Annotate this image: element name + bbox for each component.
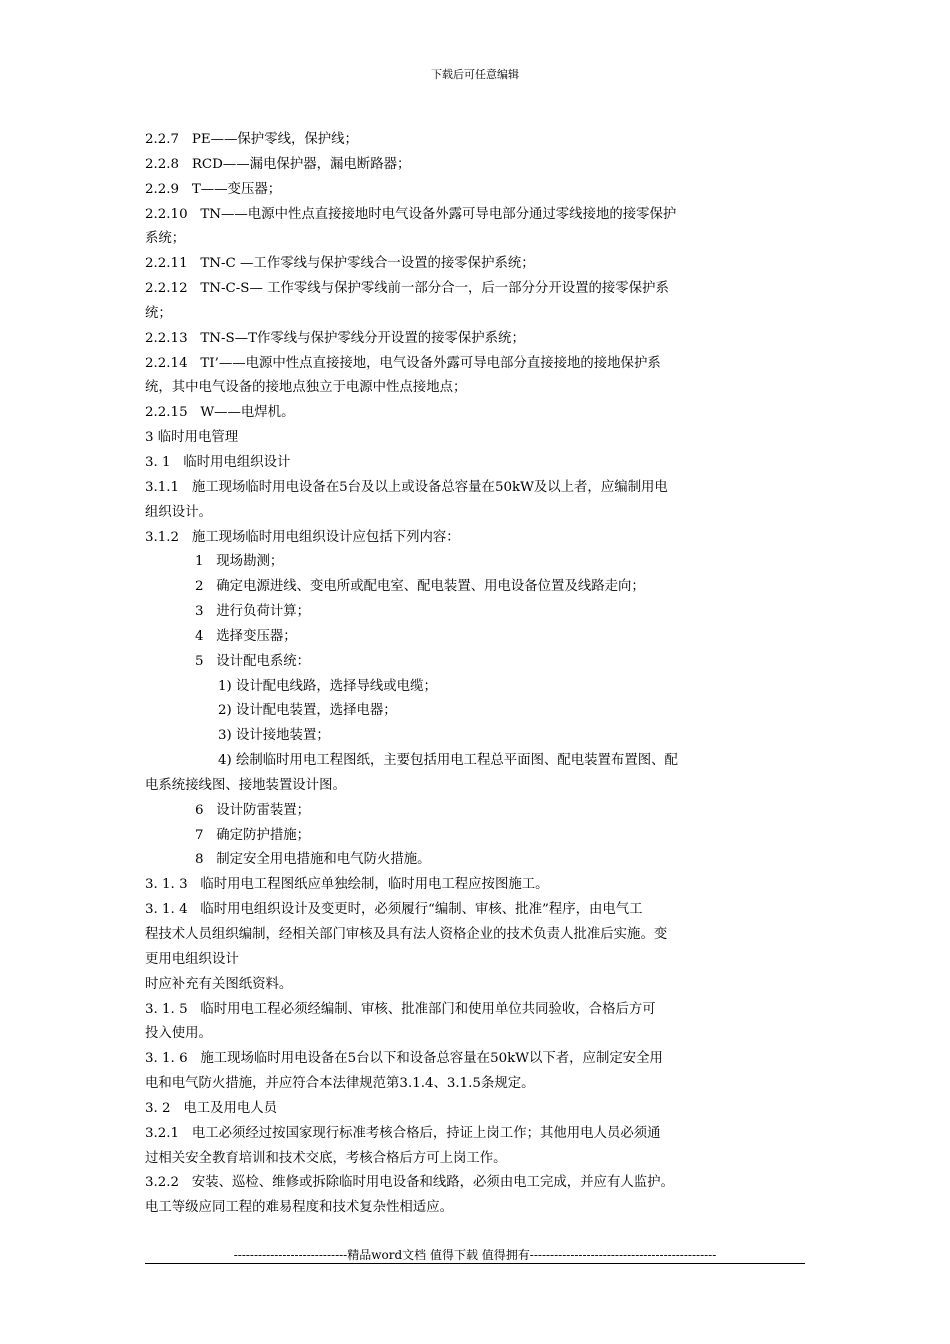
text-line: 3. 1. 4 临时用电组织设计及变更时，必须履行“编制、审核、批准”程序，由电气工 bbox=[145, 902, 643, 918]
subsection-heading: 3. 2 电工及用电人员 bbox=[145, 1100, 278, 1116]
text-line: 更用电组织设计 bbox=[145, 951, 239, 967]
page-footer: ----------------------------精品word文档 值得下载 值得拥有---------------------------------------------- bbox=[233, 1248, 717, 1262]
list-item: 8 制定安全用电措施和电气防火措施。 bbox=[195, 852, 431, 868]
text-line: 3. 1. 5 临时用电工程必须经编制、审核、批准部门和使用单位共同验收，合格后方可 bbox=[145, 1001, 656, 1017]
sub-list-item: 3) 设计接地装置； bbox=[218, 728, 330, 744]
text-line: 3. 1. 3 临时用电工程图纸应单独绘制，临时用电工程应按图施工。 bbox=[145, 877, 549, 893]
text-line: 2.2.12 TN-C-S— 工作零线与保护零线前一部分合一，后一部分分开设置的接零保护系 bbox=[145, 281, 669, 297]
document-body bbox=[145, 128, 810, 1221]
list-item: 1 现场勘测； bbox=[195, 554, 284, 570]
page-header: 下载后可任意编辑 bbox=[431, 68, 519, 81]
text-line: 2.2.10 TN——电源中性点直接接地时电气设备外露可导电部分通过零线接地的接零保护 bbox=[145, 206, 677, 222]
text-line: 系统； bbox=[145, 231, 186, 247]
list-item: 4 选择变压器； bbox=[195, 628, 297, 644]
list-item: 3 进行负荷计算； bbox=[195, 604, 311, 620]
sub-list-item: 1) 设计配电线路，选择导线或电缆； bbox=[218, 678, 437, 694]
text-line: 2.2.14 TI’——电源中性点直接接地，电气设备外露可导电部分直接接地的接地保护系 bbox=[145, 355, 661, 371]
text-line: 电和电气防火措施，并应符合本法律规范第3.1.4、3.1.5条规定。 bbox=[145, 1076, 535, 1092]
footer-divider bbox=[145, 1263, 805, 1264]
text-line: 统； bbox=[145, 305, 172, 321]
section-heading: 3 临时用电管理 bbox=[145, 430, 239, 446]
list-item: 6 设计防雷装置； bbox=[195, 802, 311, 818]
text-line: 3.1.1 施工现场临时用电设备在5台及以上或设备总容量在50kW及以上者，应编制用电 bbox=[145, 479, 668, 495]
text-line: 统，其中电气设备的接地点独立于电源中性点接地点； bbox=[145, 380, 467, 396]
text-line: 3.2.2 安装、巡检、维修或拆除临时用电设备和线路，必须由电工完成，并应有人监护。 bbox=[145, 1175, 674, 1191]
text-line: 3.1.2 施工现场临时用电组织设计应包括下列内容： bbox=[145, 529, 460, 545]
sub-list-item: 4) 绘制临时用电工程图纸，主要包括用电工程总平面图、配电装置布置图、配 bbox=[218, 753, 678, 769]
subsection-heading: 3. 1 临时用电组织设计 bbox=[145, 454, 291, 470]
text-line: 时应补充有关图纸资料。 bbox=[145, 976, 293, 992]
list-item: 7 确定防护措施； bbox=[195, 827, 311, 843]
text-line: 电工等级应同工程的难易程度和技术复杂性相适应。 bbox=[145, 1200, 453, 1216]
text-line: 3.2.1 电工必须经过按国家现行标准考核合格后，持证上岗工作；其他用电人员必须通 bbox=[145, 1125, 661, 1141]
text-line: 3. 1. 6 施工现场临时用电设备在5台以下和设备总容量在50kW以下者，应制定安全用 bbox=[145, 1051, 663, 1067]
text-line: 电系统接线图、接地装置设计图。 bbox=[145, 777, 346, 793]
text-line: 2.2.11 TN-C —工作零线与保护零线合一设置的接零保护系统； bbox=[145, 256, 535, 272]
text-line: 2.2.7 PE——保护零线，保护线； bbox=[145, 132, 358, 147]
list-item: 5 设计配电系统： bbox=[195, 653, 311, 669]
text-line: 过相关安全教育培训和技术交底，考核合格后方可上岗工作。 bbox=[145, 1150, 507, 1166]
text-line: 组织设计。 bbox=[145, 504, 212, 520]
sub-list-item: 2) 设计配电装置，选择电器； bbox=[218, 703, 397, 719]
text-line: 2.2.9 T——变压器； bbox=[145, 181, 282, 197]
text-line: 投入使用。 bbox=[145, 1026, 212, 1042]
text-line: 2.2.13 TN-S—T作零线与保护零线分开设置的接零保护系统； bbox=[145, 330, 525, 346]
text-line: 2.2.8 RCD——漏电保护器，漏电断路器； bbox=[145, 156, 411, 172]
text-line: 程技术人员组织编制，经相关部门审核及具有法人资格企业的技术负责人批准后实施。变 bbox=[145, 927, 668, 942]
list-item: 2 确定电源进线、变电所或配电室、配电装置、用电设备位置及线路走向； bbox=[195, 579, 645, 595]
text-line: 2.2.15 W——电焊机。 bbox=[145, 405, 295, 421]
